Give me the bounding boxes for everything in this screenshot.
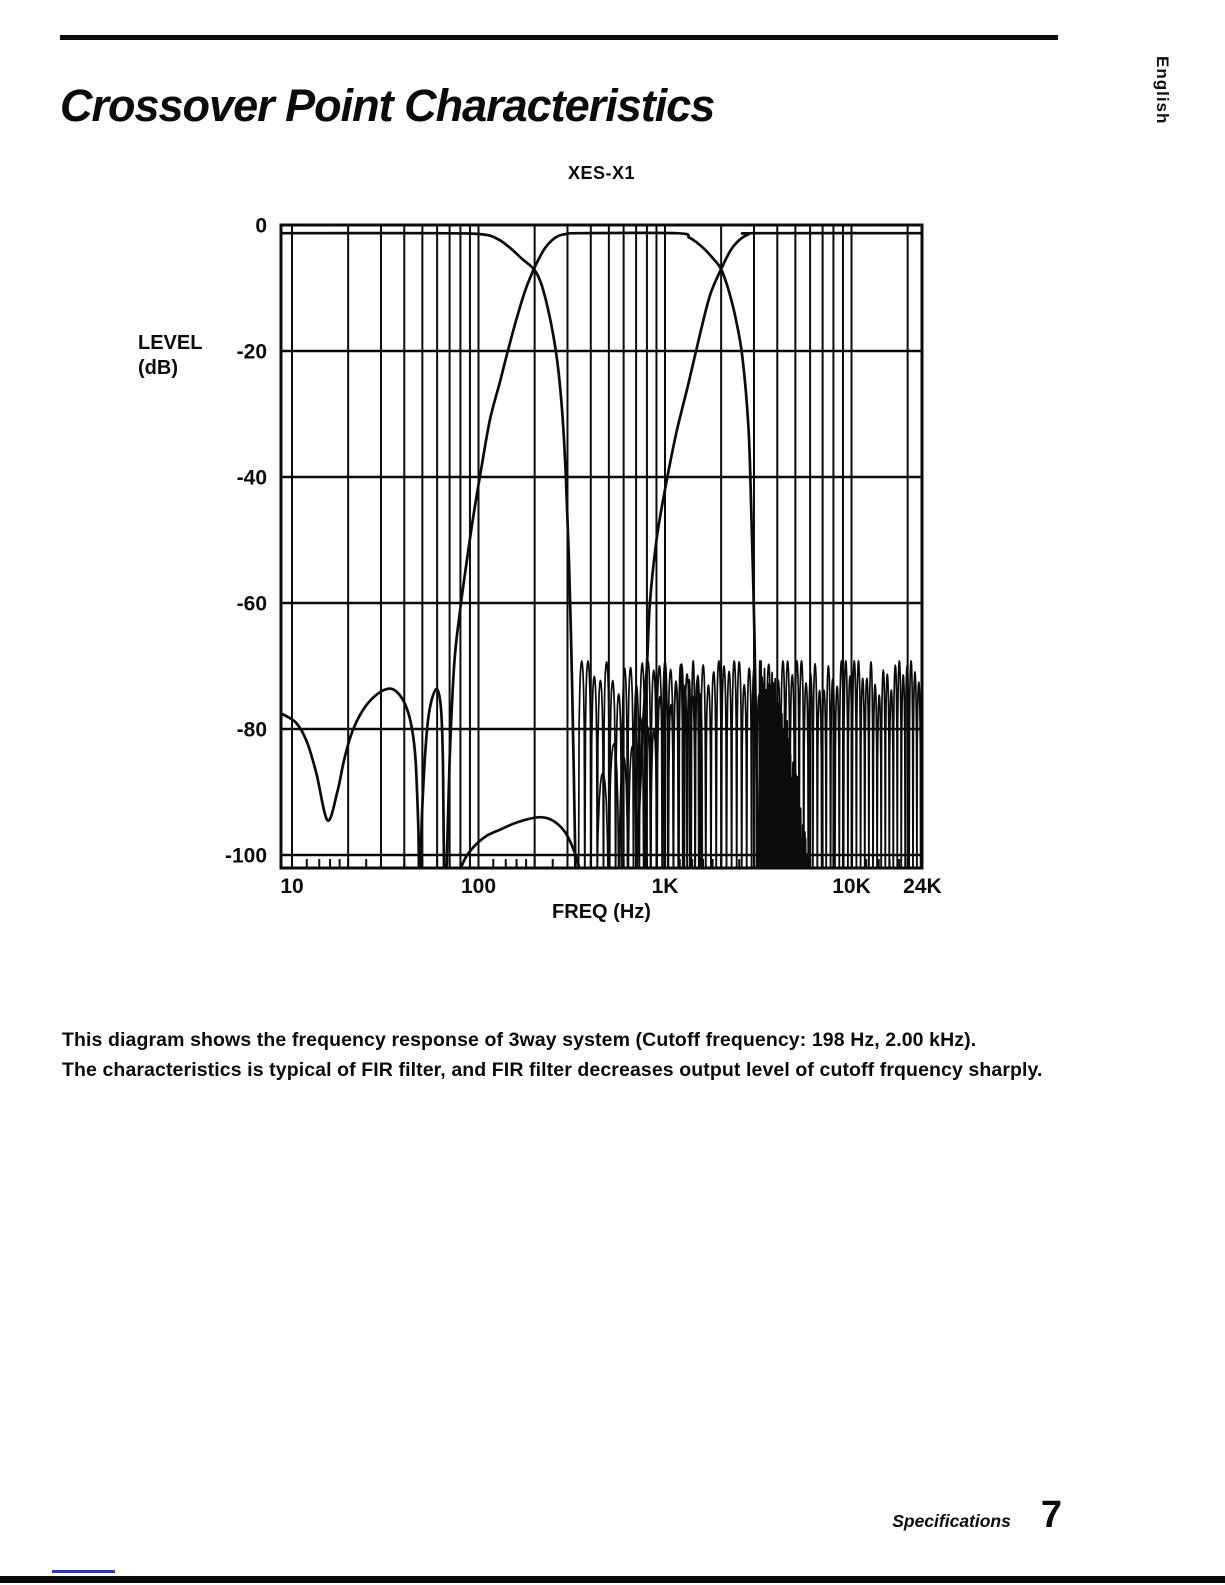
bottom-rule [0, 1576, 1225, 1583]
svg-text:1K: 1K [651, 875, 679, 898]
y-axis-label-line2: (dB) [138, 357, 178, 379]
language-tab-label: English [1153, 56, 1172, 125]
svg-text:-80: -80 [236, 718, 267, 742]
x-axis-label: FREQ (Hz) [552, 901, 651, 923]
svg-text:-40: -40 [236, 466, 267, 490]
svg-text:0: 0 [255, 214, 267, 238]
svg-text:24K: 24K [903, 875, 942, 898]
footer-section-label: Specifications [892, 1511, 1011, 1531]
svg-text:100: 100 [460, 875, 497, 898]
svg-text:-20: -20 [236, 340, 267, 364]
caption-line-1: This diagram shows the frequency response of 3way system (Cutoff frequency: 198 Hz, 2.00 kHz). [62, 1028, 977, 1051]
caption-line-2: The characteristics is typical of FIR filter, and FIR filter decreases output level of cutoff frquency sharply. [62, 1058, 1043, 1081]
scan-blue-mark [52, 1570, 115, 1573]
page-footer [892, 1494, 1062, 1537]
footer-page-number: 7 [1040, 1494, 1062, 1536]
chart-title: XES-X1 [567, 163, 636, 183]
page-title: Crossover Point Characteristics [60, 80, 715, 132]
caption-text [62, 1025, 1043, 1085]
svg-text:-100: -100 [224, 844, 267, 868]
svg-text:10: 10 [280, 875, 304, 898]
y-axis-label-line1: LEVEL [138, 332, 203, 354]
svg-text:10K: 10K [832, 875, 871, 898]
svg-text:-60: -60 [236, 592, 267, 616]
